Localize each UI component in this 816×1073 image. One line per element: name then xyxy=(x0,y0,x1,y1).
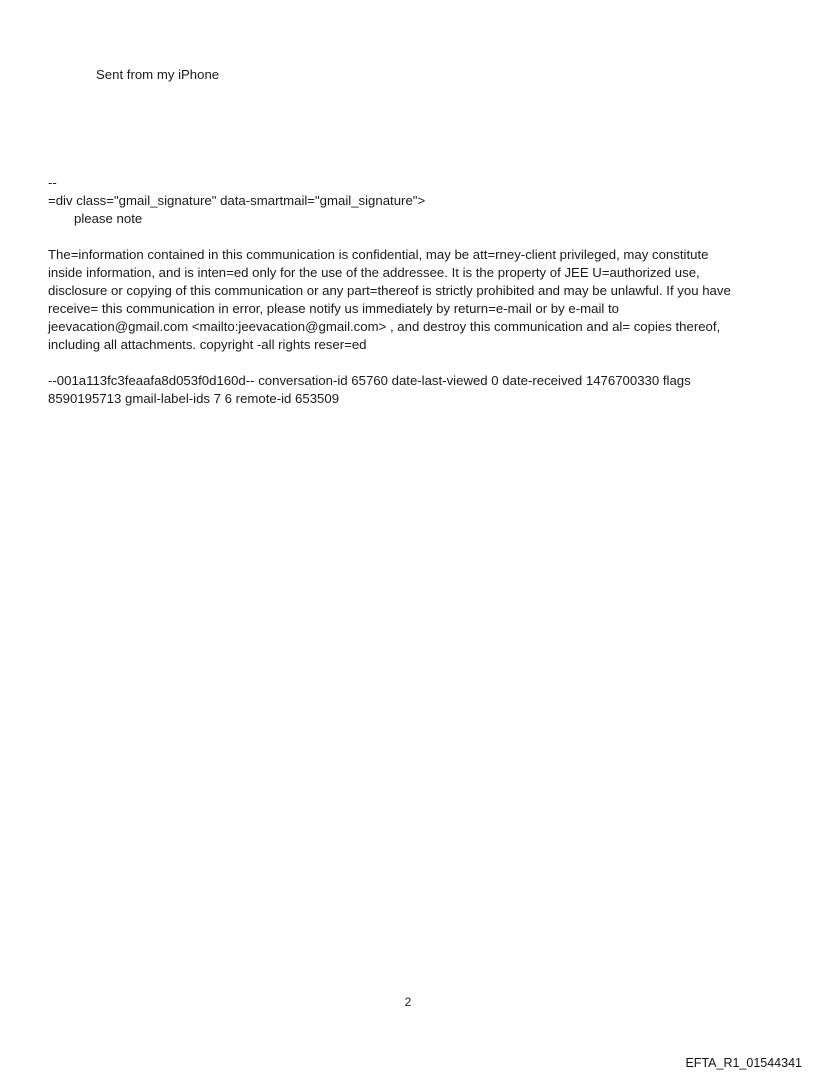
disclaimer-line: jeevacation@gmail.com <mailto:jeevacation@gmail.com> , and destroy this communication and al= copies thereof, xyxy=(48,319,721,334)
signature-separator: -- xyxy=(48,175,57,190)
signature-note: please note xyxy=(74,211,143,226)
disclaimer-line: disclosure or copying of this communication or any part=thereof is strictly prohibited and may be unlawful. If you have xyxy=(48,283,731,298)
sent-from-line: Sent from my iPhone xyxy=(96,67,220,82)
document-id: EFTA_R1_01544341 xyxy=(685,1056,802,1070)
page-number: 2 xyxy=(404,995,412,1009)
disclaimer-line: The=information contained in this communication is confidential, may be att=rney-client privileged, may constitute xyxy=(48,247,709,262)
disclaimer-line: inside information, and is inten=ed only for the use of the addressee. It is the property of JEE U=authorized use, xyxy=(48,265,700,280)
disclaimer-line: including all attachments. copyright -all rights reser=ed xyxy=(48,337,367,352)
disclaimer-line: receive= this communication in error, please notify us immediately by return=e-mail or by e-mail to xyxy=(48,301,619,316)
metadata-line: 8590195713 gmail-label-ids 7 6 remote-id 653509 xyxy=(48,391,340,406)
message-metadata xyxy=(48,372,768,408)
signature-div-markup: =div class="gmail_signature" data-smartmail="gmail_signature"> xyxy=(48,193,426,208)
confidentiality-disclaimer xyxy=(48,246,768,354)
metadata-line: --001a113fc3feaafa8d053f0d160d-- conversation-id 65760 date-last-viewed 0 date-received 1476700330 flags xyxy=(48,373,691,388)
